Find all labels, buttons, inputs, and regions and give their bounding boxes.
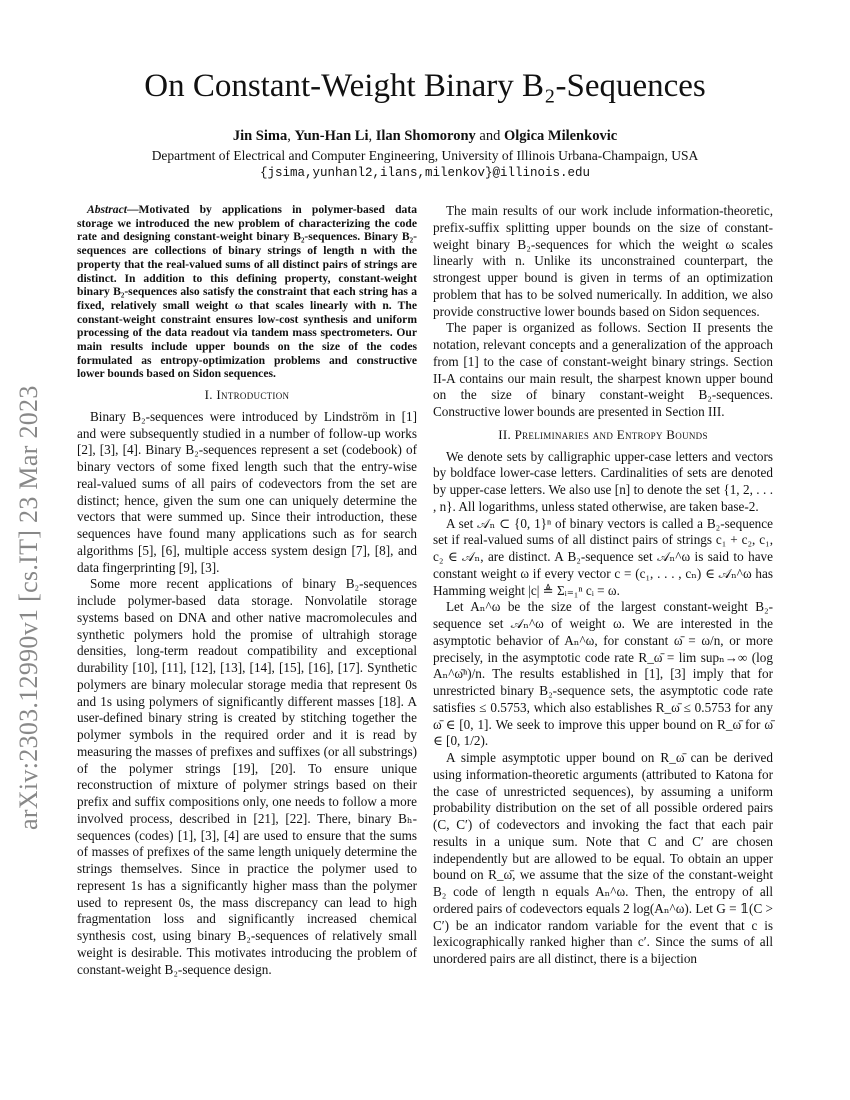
- paragraph: A set 𝒜ₙ ⊂ {0, 1}ⁿ of binary vectors is called a B₂-sequence set if real-valued sums of all distinct pairs of strings c₁ + c₂, c₁, c₂ ∈ 𝒜ₙ, are distinct. A B₂-sequence set 𝒜ₙ^ω is said to have constant weight ω if every vector c = (c₁, . . . , cₙ) ∈ 𝒜ₙ^ω has Hamming weight |c| ≜ Σᵢ₌₁ⁿ cᵢ = ω.: [433, 515, 773, 598]
- arxiv-identifier: arXiv:2303.12990v1 [cs.IT] 23 Mar 2023: [14, 385, 43, 830]
- abstract: [77, 203, 417, 381]
- section-heading-introduction: [77, 387, 417, 404]
- right-column: [433, 203, 773, 968]
- author-emails: {jsima,yunhanl2,ilans,milenkov}@illinois.edu: [259, 166, 591, 180]
- paragraph: A simple asymptotic upper bound on R_ω̄ can be derived using information-theoretic arguments (attributed to Katona for the case of unrestricted sequences), by assuming a uniform probability distribution on the set of all possible ordered pairs (C, C′) of codevectors and invoking the fact that each pair results in a unique sum. Note that C and C′ are chosen independently but are allowed to be equal. To obtain an upper bound on R_ω̄, we assume that the size of the constant-weight B₂ code of length n equals Aₙ^ω. Then, the entropy of all ordered pairs of codevectors equals 2 log(Aₙ^ω). Let G = 𝟙(C > C′) be an indicator random variable for the event that c is lexicographically ranked higher than c′. Since the sums of all unordered pairs are all distinct, there is a bijection: [433, 750, 773, 966]
- paragraph: Binary B₂-sequences were introduced by Lindström in [1] and were subsequently studied in a number of follow-up works [2], [3], [4]. Binary B₂-sequences represent a set (codebook) of binary vectors of some fixed length such that the entry-wise real-valued sums of all pairs of codevectors from the set are distinct; hence, given the sum one can uniquely determine the vectors that were summed up. Since their introduction, these sequences have found many applications such as for search algorithms [5], [6], multiple access system design [7], [8], and data fingerprinting [9], [3].: [77, 408, 417, 575]
- paper-title: On Constant-Weight Binary B₂-Sequences: [144, 68, 706, 104]
- separator: ,: [287, 128, 295, 144]
- author: Jin Sima: [232, 128, 288, 144]
- author: Ilan Shomorony: [375, 128, 476, 144]
- and-word: and: [479, 128, 501, 144]
- paragraph: The paper is organized as follows. Section II presents the notation, relevant concepts and a generalization of the approach from [1] to the case of constant-weight binary strings. Section II-A contains our main result, the sharpest known upper bound on the size of binary constant-weight B₂-sequences. Constructive lower bounds are presented in Section III.: [433, 320, 773, 419]
- abstract-text: —Motivated by applications in polymer-based data storage we introduced the new problem of characterizing the code rate and designing constant-weight binary B₂-sequences. Binary B₂-sequences are collections of binary strings of length n with the property that the real-valued sums of all distinct pairs of strings are distinct. In addition to this defining property, constant-weight binary B₂-sequences also satisfy the constraint that each string has a fixed, relatively small weight ω that scales linearly with n. The constant-weight constraint ensures low-cost synthesis and uniform processing of the data readout via tandem mass spectrometers. Our main results include upper bounds on the size of the codes formulated as entropy-optimization problems and constructive lower bounds based on Sidon sequences.: [77, 203, 417, 381]
- abstract-label: Abstract: [87, 203, 127, 216]
- author: Olgica Milenkovic: [503, 128, 618, 144]
- section-number: II.: [498, 426, 515, 442]
- paragraph: Let Aₙ^ω be the size of the largest constant-weight B₂-sequence set 𝒜ₙ^ω of weight ω. We are interested in the asymptotic behavior of Aₙ^ω, for constant ω̄ = ω/n, or more precisely, in the asymptotic code rate R_ω̄ = lim supₙ→∞ (log Aₙ^ω̄ⁿ)/n. The results established in [1], [3] imply that for unrestricted binary B₂-sequence sets, the asymptotic code rate satisfies ≤ 0.5753, which also establishes R_ω̄ ≤ 0.5753 for any ω̄ ∈ [0, 1]. We seek to improve this upper bound on R_ω̄ for ω̄ ∈ [0, 1/2).: [433, 599, 773, 749]
- paragraph: Some more recent applications of binary B₂-sequences include polymer-based data storage. Nonvolatile storage systems based on DNA and other native macromolecules and synthetic polymers hold the promise of ultrahigh storage densities, long-term readout compatibility and exceptional durability [10], [11], [12], [13], [14], [15], [16], [17]. Synthetic polymers are binary molecular storage media that represent 0s and 1s using polymers of significantly different masses [18]. A user-defined binary string is created by stitching together the polymer symbols in the required order and it is read by measuring the masses of prefixes and suffixes (or all substrings) of the polymer strings [19], [20]. To ensure unique reconstruction of mixture of polymer strings based on their prefix and suffix compositions only, one needs to follow a more involved process, described in [21], [22]. There, binary Bₕ-sequences (codes) [1], [3], [4] are used to ensure that the sums of masses of prefixes of the same length uniquely determine the strings themselves. Since in practice the polymer used to represent 1s has a significantly higher mass than the polymer used to represent 0s, the mass discrepancy can lead to high fragmentation loss and significantly increased chemical synthesis cost, using binary B₂-sequences of relatively small weight is desirable. This motivates introducing the problem of constant-weight B₂-sequence design.: [77, 576, 417, 977]
- author-list: [0, 128, 850, 145]
- left-column: [77, 203, 417, 978]
- author: Yun-Han Li: [294, 128, 369, 144]
- section-heading-preliminaries: [433, 427, 773, 444]
- separator: ,: [368, 128, 376, 144]
- section-title: Introduction: [216, 387, 290, 403]
- affiliation: Department of Electrical and Computer Engineering, University of Illinois Urbana-Champaign, USA: [151, 148, 699, 163]
- paragraph: We denote sets by calligraphic upper-case letters and vectors by boldface lower-case letters. Cardinalities of sets are denoted by upper-case letters. We also use [n] to denote the set {1, 2, . . . , n}. All logarithms, unless stated otherwise, are taken base-2.: [433, 448, 773, 514]
- paragraph: The main results of our work include information-theoretic, prefix-suffix splitting upper bounds on the size of constant-weight binary B₂-sequences for which the weight ω scales linearly with n. Unlike its unconstrained counterpart, the strongest upper bound is given in terms of an optimization problem that has to be solved numerically. In addition, we also provide constructive lower bounds based on Sidon sequences.: [433, 203, 773, 319]
- section-number: I.: [204, 387, 217, 403]
- section-title: Preliminaries and Entropy Bounds: [514, 426, 708, 442]
